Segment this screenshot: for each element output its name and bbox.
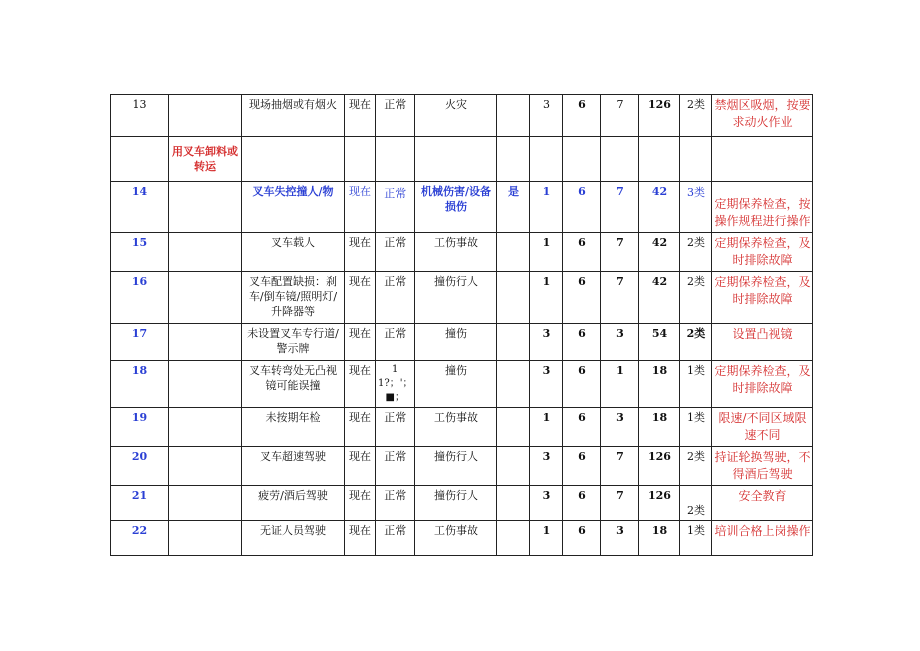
row-accident: 火灾 [415, 95, 497, 137]
row-d: 42 [639, 233, 680, 272]
row-seq: 13 [111, 95, 169, 137]
row-category [169, 521, 242, 556]
row-accident: 撞伤行人 [415, 486, 497, 521]
table-row [111, 447, 813, 486]
row-time: 现在 [345, 361, 376, 408]
row-accident: 撞伤行人 [415, 447, 497, 486]
row-time: 现在 [345, 447, 376, 486]
row-flag: 是 [497, 182, 530, 233]
row-c: 7 [601, 272, 639, 324]
row-seq: 20 [111, 447, 169, 486]
row-d: 54 [639, 324, 680, 361]
row-measure: 定期保养检查，按操作规程进行操作 [712, 182, 813, 233]
row-level: 2类 [680, 447, 712, 486]
row-seq: 18 [111, 361, 169, 408]
row-level: 1类 [680, 361, 712, 408]
row-c: 7 [601, 486, 639, 521]
table-row [111, 521, 813, 556]
row-category [169, 233, 242, 272]
table-row [111, 408, 813, 447]
row-hazard: 无证人员驾驶 [242, 521, 345, 556]
table-row [111, 361, 813, 408]
row-e: 6 [563, 272, 601, 324]
table-row [111, 272, 813, 324]
row-seq: 22 [111, 521, 169, 556]
row-e: 6 [563, 95, 601, 137]
row-seq: 21 [111, 486, 169, 521]
row-accident: 工伤事故 [415, 408, 497, 447]
row-hazard: 叉车失控撞人/物 [242, 182, 345, 233]
row-l: 1 [530, 521, 563, 556]
row-flag [497, 272, 530, 324]
row-seq: 14 [111, 182, 169, 233]
row-measure: 定期保养检查，及时排除故障 [712, 361, 813, 408]
row-state: 正常 [376, 521, 415, 556]
row-state: 正常 [376, 324, 415, 361]
row-d: 126 [639, 95, 680, 137]
row-state: 正常 [376, 408, 415, 447]
row-level: 1类 [680, 408, 712, 447]
row-d: 126 [639, 486, 680, 521]
row-category [169, 447, 242, 486]
row-l: 1 [530, 182, 563, 233]
row-measure: 设置凸视镜 [712, 324, 813, 361]
table-row [111, 182, 813, 233]
row-hazard: 叉车超速驾驶 [242, 447, 345, 486]
row-seq: 19 [111, 408, 169, 447]
row-d: 18 [639, 361, 680, 408]
row-state: 正常 [376, 272, 415, 324]
row-level: 2类 [680, 272, 712, 324]
row-category [169, 361, 242, 408]
table-row [111, 233, 813, 272]
row-c: 7 [601, 95, 639, 137]
row-e: 6 [563, 324, 601, 361]
row-state: 正常 [376, 182, 415, 233]
row-measure: 定期保养检查，及时排除故障 [712, 272, 813, 324]
row-e: 6 [563, 486, 601, 521]
row-l: 3 [530, 95, 563, 137]
table-row [111, 324, 813, 361]
row-e: 6 [563, 361, 601, 408]
row-level: 2类 [680, 324, 712, 361]
row-measure: 限速/不同区域限速不同 [712, 408, 813, 447]
row-c: 3 [601, 521, 639, 556]
row-e: 6 [563, 521, 601, 556]
row-d: 18 [639, 521, 680, 556]
row-state: 正常 [376, 447, 415, 486]
row-category [169, 486, 242, 521]
row-level: 2类 [680, 233, 712, 272]
table-row [111, 95, 813, 137]
row-time: 现在 [345, 233, 376, 272]
row-l: 3 [530, 447, 563, 486]
row-measure: 培训合格上岗操作 [712, 521, 813, 556]
row-c: 7 [601, 447, 639, 486]
row-time: 现在 [345, 324, 376, 361]
row-e: 6 [563, 233, 601, 272]
row-accident: 工伤事故 [415, 521, 497, 556]
row-time: 现在 [345, 486, 376, 521]
row-c: 3 [601, 324, 639, 361]
row-flag [497, 361, 530, 408]
table-row [111, 486, 813, 521]
row-d: 126 [639, 447, 680, 486]
row-flag [497, 447, 530, 486]
row-c: 7 [601, 182, 639, 233]
row-measure: 安全教育 [712, 486, 813, 521]
row-flag [497, 521, 530, 556]
row-e: 6 [563, 408, 601, 447]
row-hazard: 现场抽烟或有烟火 [242, 95, 345, 137]
row-measure: 定期保养检查，及时排除故障 [712, 233, 813, 272]
row-category [169, 272, 242, 324]
row-flag [497, 324, 530, 361]
row-level: 2类 [680, 95, 712, 137]
row-hazard: 未设置叉车专行道/警示牌 [242, 324, 345, 361]
row-state: 正常 [376, 486, 415, 521]
row-measure: 持证轮换驾驶，不得酒后驾驶 [712, 447, 813, 486]
row-hazard: 叉车配置缺损：刹车/倒车镜/照明灯/升降器等 [242, 272, 345, 324]
row-flag [497, 233, 530, 272]
row-l: 3 [530, 361, 563, 408]
row-l: 1 [530, 272, 563, 324]
section-label: 用叉车卸料或转运 [169, 137, 242, 182]
row-state: 11?；'；■； [376, 361, 415, 408]
row-accident: 撞伤 [415, 324, 497, 361]
row-l: 1 [530, 408, 563, 447]
row-c: 1 [601, 361, 639, 408]
row-level: 3类 [680, 182, 712, 233]
row-seq: 15 [111, 233, 169, 272]
row-c: 7 [601, 233, 639, 272]
row-hazard: 疲劳/酒后驾驶 [242, 486, 345, 521]
row-level: 1类 [680, 521, 712, 556]
row-category [169, 182, 242, 233]
row-e: 6 [563, 447, 601, 486]
row-category [169, 95, 242, 137]
row-accident: 机械伤害/设备损伤 [415, 182, 497, 233]
row-d: 42 [639, 272, 680, 324]
row-accident: 工伤事故 [415, 233, 497, 272]
row-d: 18 [639, 408, 680, 447]
row-hazard: 叉车载人 [242, 233, 345, 272]
row-level: 2类 [680, 486, 712, 521]
row-l: 1 [530, 233, 563, 272]
row-time: 现在 [345, 408, 376, 447]
row-c: 3 [601, 408, 639, 447]
row-time: 现在 [345, 272, 376, 324]
row-l: 3 [530, 324, 563, 361]
row-category [169, 408, 242, 447]
row-category [169, 324, 242, 361]
row-accident: 撞伤 [415, 361, 497, 408]
row-hazard: 叉车转弯处无凸视镜可能误撞 [242, 361, 345, 408]
row-seq: 16 [111, 272, 169, 324]
row-l: 3 [530, 486, 563, 521]
row-flag [497, 95, 530, 137]
row-state: 正常 [376, 233, 415, 272]
row-flag [497, 408, 530, 447]
row-accident: 撞伤行人 [415, 272, 497, 324]
row-time: 现在 [345, 95, 376, 137]
hazard-table [110, 94, 813, 556]
row-hazard: 未按期年检 [242, 408, 345, 447]
section-row [111, 137, 813, 182]
row-measure: 禁烟区吸烟，按要求动火作业 [712, 95, 813, 137]
row-d: 42 [639, 182, 680, 233]
row-time: 现在 [345, 521, 376, 556]
row-state: 正常 [376, 95, 415, 137]
row-time: 现在 [345, 182, 376, 233]
row-seq: 17 [111, 324, 169, 361]
row-e: 6 [563, 182, 601, 233]
row-flag [497, 486, 530, 521]
